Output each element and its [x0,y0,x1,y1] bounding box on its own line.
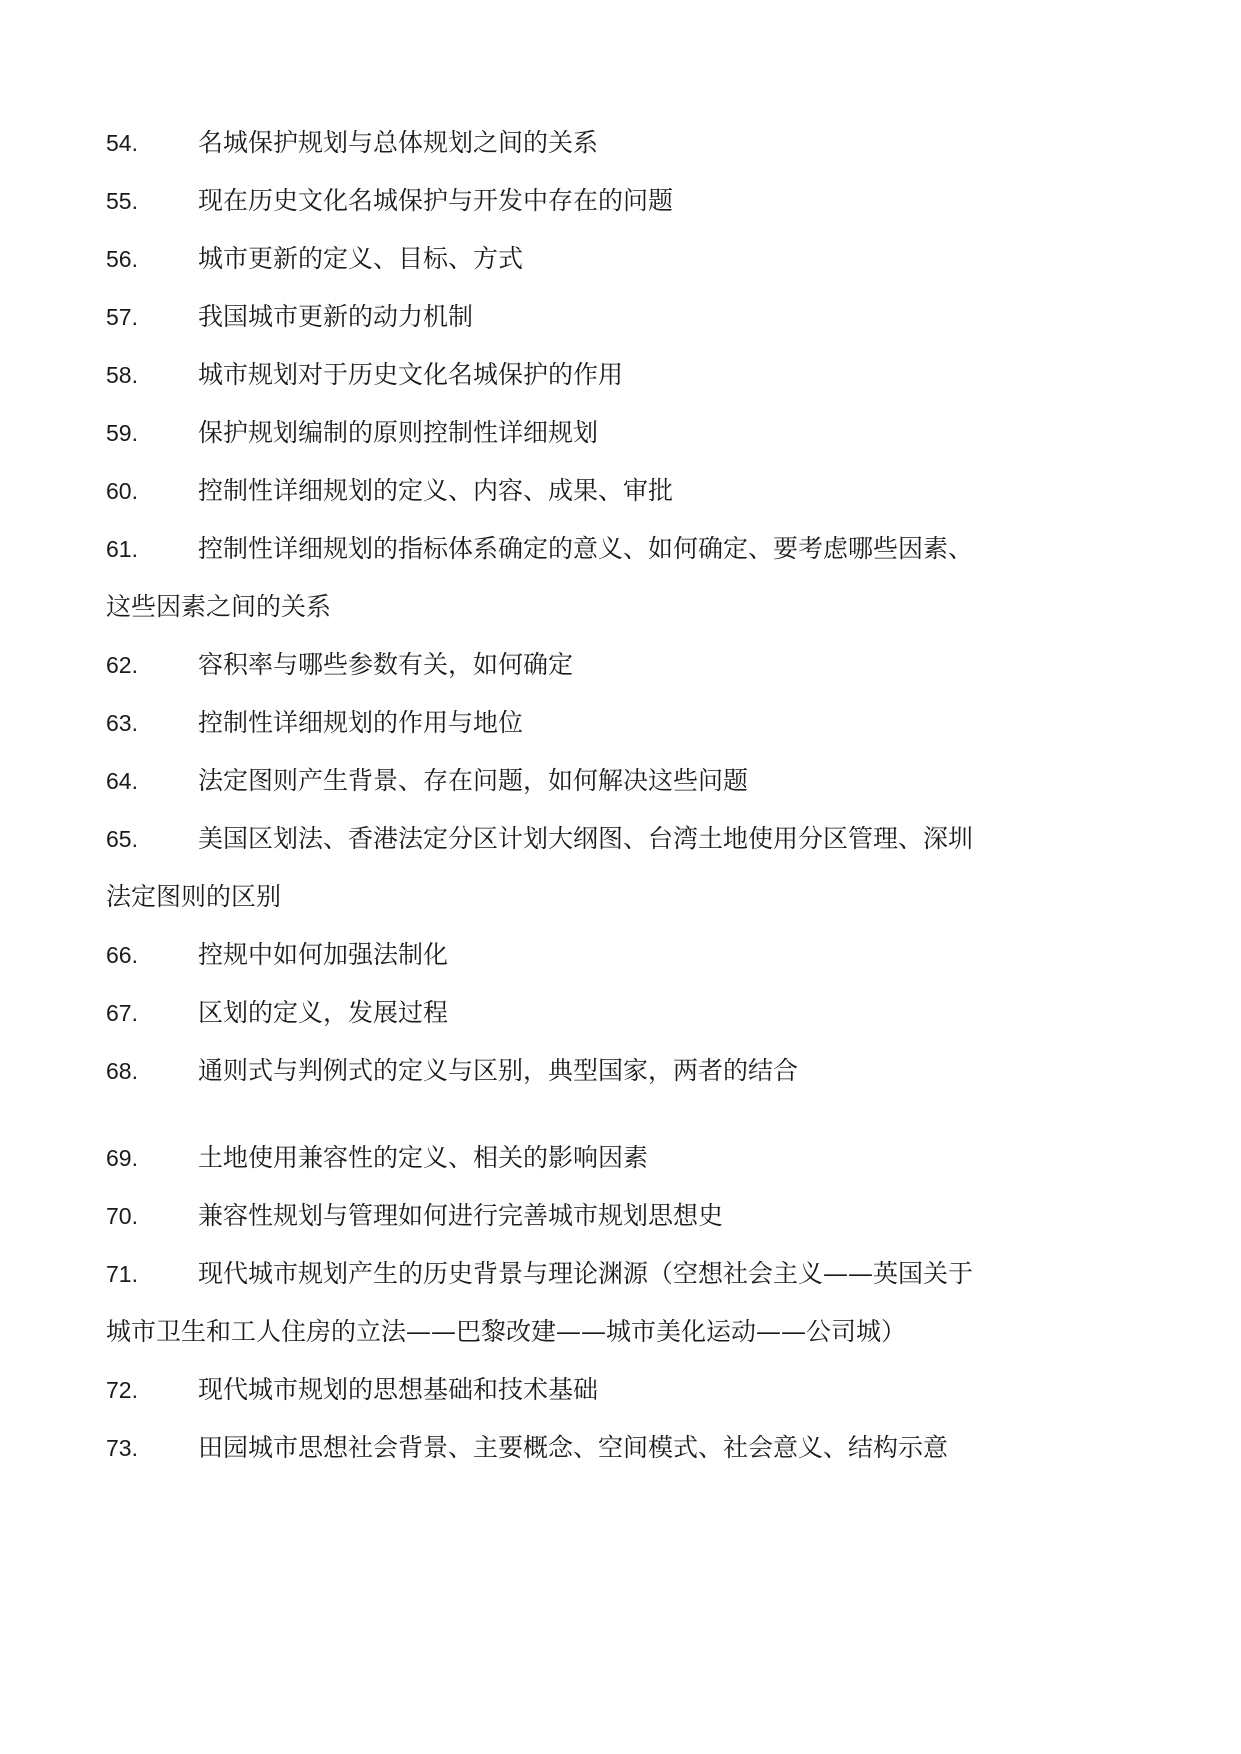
item-text: 城市更新的定义、目标、方式 [198,244,524,273]
item-text: 法定图则产生背景、存在问题，如何解决这些问题 [198,766,749,795]
list-item [106,1042,1006,1100]
item-text: 容积率与哪些参数有关，如何确定 [198,650,574,679]
list-item [106,694,1006,752]
item-number: 67. [106,1000,138,1026]
item-number: 61. [106,536,138,562]
item-number: 56. [106,246,138,272]
item-text: 美国区划法、香港法定分区计划大纲图、台湾土地使用分区管理、深圳 [198,824,974,853]
item-number: 73. [106,1435,138,1461]
item-number: 54. [106,130,138,156]
list-item [106,1361,1006,1419]
item-number: 65. [106,826,138,852]
item-text: 这些因素之间的关系 [106,592,332,621]
list-item-continuation [106,578,1006,636]
item-number: 59. [106,420,138,446]
item-text: 保护规划编制的原则控制性详细规划 [198,418,599,447]
list-item [106,984,1006,1042]
list-item [106,346,1006,404]
item-text: 我国城市更新的动力机制 [198,302,474,331]
item-text: 现代城市规划的思想基础和技术基础 [198,1375,599,1404]
item-text: 控制性详细规划的作用与地位 [198,708,524,737]
item-text: 兼容性规划与管理如何进行完善城市规划思想史 [198,1201,724,1230]
list-item [106,462,1006,520]
item-text: 名城保护规划与总体规划之间的关系 [198,128,599,157]
item-text: 控制性详细规划的定义、内容、成果、审批 [198,476,674,505]
list-item [106,752,1006,810]
item-number: 63. [106,710,138,736]
item-number: 55. [106,188,138,214]
list-item [106,636,1006,694]
list-item [106,810,1006,868]
list-item [106,404,1006,462]
paragraph-gap [106,1100,1006,1129]
list-item [106,1245,1006,1303]
list-item [106,288,1006,346]
list-item [106,926,1006,984]
list-item-continuation [106,1303,1006,1361]
question-list [106,114,1006,1477]
item-text: 区划的定义，发展过程 [198,998,449,1027]
item-number: 66. [106,942,138,968]
list-item [106,114,1006,172]
item-text: 法定图则的区别 [106,882,282,911]
item-number: 62. [106,652,138,678]
item-text: 城市卫生和工人住房的立法——巴黎改建——城市美化运动——公司城） [106,1317,907,1346]
list-item [106,1419,1006,1477]
item-number: 69. [106,1145,138,1171]
list-item [106,172,1006,230]
item-number: 64. [106,768,138,794]
item-text: 控制性详细规划的指标体系确定的意义、如何确定、要考虑哪些因素、 [198,534,974,563]
item-number: 68. [106,1058,138,1084]
item-number: 57. [106,304,138,330]
item-number: 58. [106,362,138,388]
item-text: 现在历史文化名城保护与开发中存在的问题 [198,186,674,215]
list-item [106,230,1006,288]
item-text: 现代城市规划产生的历史背景与理论渊源（空想社会主义——英国关于 [198,1259,974,1288]
list-item [106,1187,1006,1245]
list-item [106,520,1006,578]
list-item-continuation [106,868,1006,926]
item-number: 60. [106,478,138,504]
item-text: 城市规划对于历史文化名城保护的作用 [198,360,624,389]
item-text: 土地使用兼容性的定义、相关的影响因素 [198,1143,649,1172]
list-item [106,1129,1006,1187]
item-number: 71. [106,1261,138,1287]
item-text: 通则式与判例式的定义与区别，典型国家，两者的结合 [198,1056,799,1085]
item-text: 田园城市思想社会背景、主要概念、空间模式、社会意义、结构示意 [198,1433,949,1462]
item-number: 72. [106,1377,138,1403]
item-number: 70. [106,1203,138,1229]
item-text: 控规中如何加强法制化 [198,940,449,969]
